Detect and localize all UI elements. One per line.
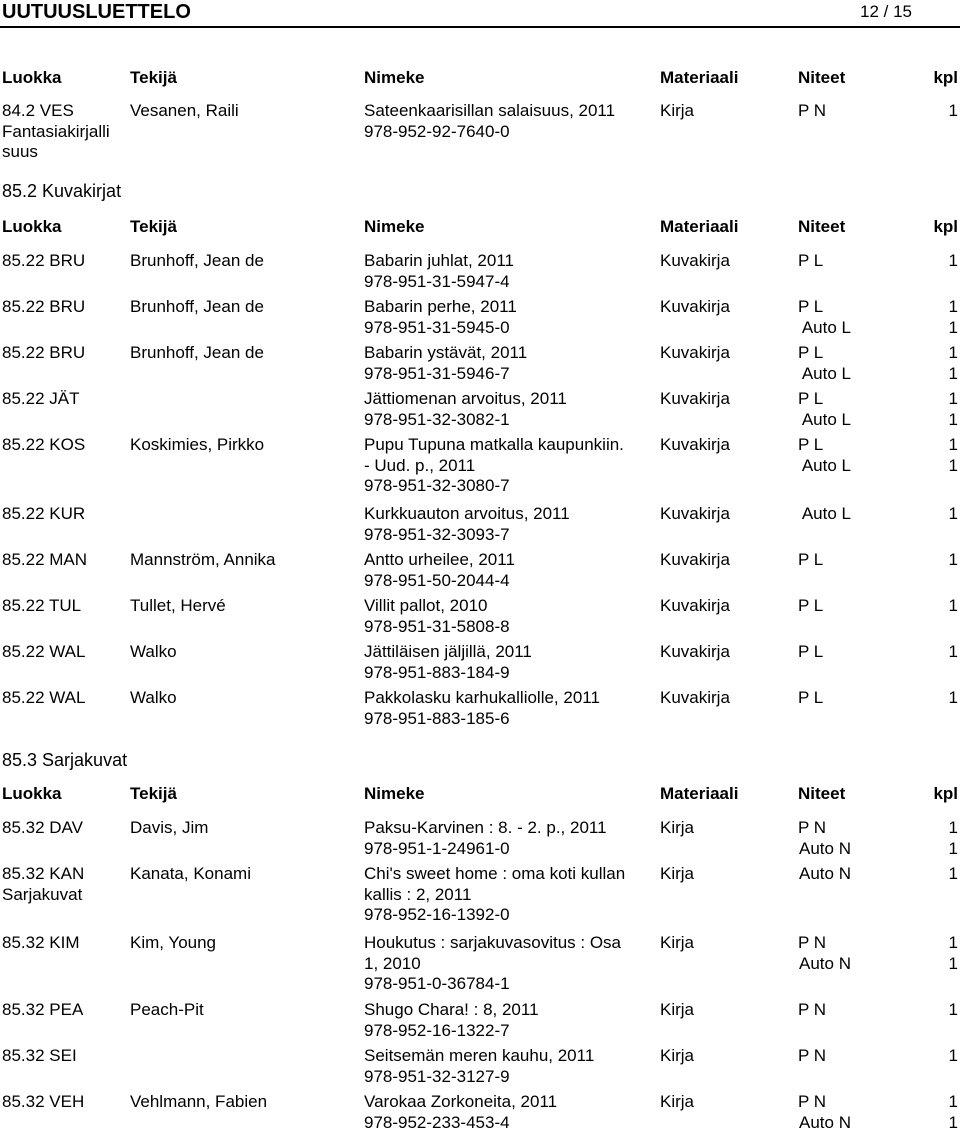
cell-nimeke: 978-951-32-3082-1 xyxy=(364,409,510,429)
cell-nimeke: Babarin perhe, 2011 xyxy=(364,297,517,316)
section-heading: 85.3 Sarjakuvat xyxy=(2,750,128,770)
cell-materiaali: Kirja xyxy=(660,864,695,883)
cell-nimeke: kallis : 2, 2011 xyxy=(364,884,472,904)
cell-luokka: suus xyxy=(2,142,38,161)
cell-tekija: Walko xyxy=(130,688,177,707)
cell-niteet: Auto L xyxy=(801,504,851,523)
cell-kpl: 1 xyxy=(948,251,958,270)
cell-nimeke: Varokaa Zorkoneita, 2011 xyxy=(364,1092,558,1111)
cell-kpl: 1 xyxy=(948,818,958,837)
cell-materiaali: Kuvakirja xyxy=(660,251,730,270)
cell-materiaali: Kuvakirja xyxy=(660,504,730,523)
cell-kpl: 1 xyxy=(948,317,958,337)
cell-kpl: 1 xyxy=(948,435,958,454)
cell-luokka: 85.22 BRU xyxy=(2,251,86,270)
cell-materiaali: Kirja xyxy=(660,818,695,837)
cell-kpl: 1 xyxy=(948,1092,958,1111)
cell-nimeke: Kurkkuauton arvoitus, 2011 xyxy=(364,504,570,523)
cell-kpl: 1 xyxy=(948,343,958,362)
cell-niteet: Auto N xyxy=(799,838,851,858)
cell-niteet: Auto L xyxy=(801,409,851,429)
cell-materiaali: Kuvakirja xyxy=(660,435,730,454)
cell-materiaali: Kuvakirja xyxy=(660,297,730,316)
column-header-luokka: Luokka xyxy=(2,784,62,803)
cell-materiaali: Kuvakirja xyxy=(660,389,730,408)
column-header-tekija: Tekijä xyxy=(130,68,177,87)
cell-niteet: P L xyxy=(798,251,824,270)
column-header-niteet: Niteet xyxy=(798,68,846,87)
cell-kpl: 1 xyxy=(948,409,958,429)
cell-niteet: Auto N xyxy=(799,864,851,883)
cell-nimeke: Babarin juhlat, 2011 xyxy=(364,251,514,270)
cell-materiaali: Kirja xyxy=(660,933,695,952)
column-header-nimeke: Nimeke xyxy=(364,784,425,803)
cell-niteet: P L xyxy=(798,550,824,569)
cell-nimeke: Sateenkaarisillan salaisuus, 2011 xyxy=(364,101,616,120)
cell-kpl: 1 xyxy=(948,550,958,569)
column-header-kpl: kpl xyxy=(933,68,958,87)
cell-luokka: 85.32 VEH xyxy=(2,1092,85,1111)
cell-materiaali: Kirja xyxy=(660,1046,695,1065)
cell-nimeke: 978-951-31-5946-7 xyxy=(364,363,510,383)
cell-kpl: 1 xyxy=(948,389,958,408)
cell-nimeke: 978-951-50-2044-4 xyxy=(364,570,510,590)
cell-luokka: 85.22 KOS xyxy=(2,435,86,454)
cell-luokka: 85.22 TUL xyxy=(2,596,82,615)
cell-niteet: P N xyxy=(798,1092,827,1111)
column-header-tekija: Tekijä xyxy=(130,784,177,803)
cell-niteet: P L xyxy=(798,435,824,454)
cell-tekija: Mannström, Annika xyxy=(130,550,276,569)
cell-kpl: 1 xyxy=(948,1112,958,1132)
cell-nimeke: 978-952-233-453-4 xyxy=(364,1112,510,1132)
page-number: 12 / 15 xyxy=(860,2,912,21)
cell-luokka: 85.22 MAN xyxy=(2,550,88,569)
cell-kpl: 1 xyxy=(948,688,958,707)
cell-kpl: 1 xyxy=(948,363,958,383)
cell-tekija: Brunhoff, Jean de xyxy=(130,343,264,362)
cell-luokka: Sarjakuvat xyxy=(2,884,83,904)
cell-nimeke: Jättiomenan arvoitus, 2011 xyxy=(364,389,567,408)
cell-kpl: 1 xyxy=(948,953,958,973)
cell-nimeke: 978-951-1-24961-0 xyxy=(364,838,510,858)
column-header-kpl: kpl xyxy=(933,784,958,803)
cell-materiaali: Kuvakirja xyxy=(660,550,730,569)
cell-nimeke: Seitsemän meren kauhu, 2011 xyxy=(364,1046,595,1065)
cell-materiaali: Kuvakirja xyxy=(660,642,730,661)
cell-tekija: Tullet, Hervé xyxy=(130,596,226,615)
cell-tekija: Vesanen, Raili xyxy=(130,101,239,120)
cell-niteet: P N xyxy=(798,101,827,120)
cell-nimeke: 978-952-16-1392-0 xyxy=(364,905,510,924)
cell-nimeke: Shugo Chara! : 8, 2011 xyxy=(364,1000,539,1019)
cell-nimeke: 978-951-31-5808-8 xyxy=(364,616,510,636)
cell-kpl: 1 xyxy=(948,1000,958,1019)
cell-nimeke: 978-951-32-3080-7 xyxy=(364,476,510,495)
section-heading: 85.2 Kuvakirjat xyxy=(2,181,122,201)
cell-nimeke: 978-952-92-7640-0 xyxy=(364,121,510,141)
cell-kpl: 1 xyxy=(948,596,958,615)
cell-niteet: P L xyxy=(798,343,824,362)
cell-nimeke: 978-951-32-3093-7 xyxy=(364,524,510,544)
cell-luokka: 85.22 JÄT xyxy=(2,389,80,408)
cell-kpl: 1 xyxy=(948,838,958,858)
cell-tekija: Koskimies, Pirkko xyxy=(130,435,265,454)
cell-materiaali: Kirja xyxy=(660,101,695,120)
cell-nimeke: 978-951-31-5947-4 xyxy=(364,271,510,291)
cell-luokka: 85.22 BRU xyxy=(2,297,86,316)
cell-kpl: 1 xyxy=(948,864,958,883)
cell-nimeke: 978-952-16-1322-7 xyxy=(364,1020,510,1040)
cell-nimeke: 978-951-883-184-9 xyxy=(364,662,510,682)
cell-luokka: 84.2 VES xyxy=(2,101,74,120)
cell-tekija: Walko xyxy=(130,642,177,661)
cell-niteet: P L xyxy=(798,688,824,707)
cell-luokka: 85.32 PEA xyxy=(2,1000,84,1019)
cell-luokka: Fantasiakirjalli xyxy=(2,121,110,141)
cell-niteet: P L xyxy=(798,297,824,316)
cell-niteet: P N xyxy=(798,818,827,837)
cell-kpl: 1 xyxy=(948,933,958,952)
column-header-materiaali: Materiaali xyxy=(660,784,739,803)
cell-nimeke: Paksu-Karvinen : 8. - 2. p., 2011 xyxy=(364,818,607,837)
cell-kpl: 1 xyxy=(948,455,958,475)
cell-luokka: 85.22 BRU xyxy=(2,343,86,362)
column-header-luokka: Luokka xyxy=(2,68,62,87)
cell-tekija: Davis, Jim xyxy=(130,818,209,837)
column-header-kpl: kpl xyxy=(933,217,958,236)
column-header-niteet: Niteet xyxy=(798,217,846,236)
cell-kpl: 1 xyxy=(948,1046,958,1065)
cell-niteet: Auto L xyxy=(801,455,851,475)
page-title: UUTUUSLUETTELO xyxy=(2,1,191,23)
header-rule xyxy=(0,26,960,28)
cell-nimeke: 1, 2010 xyxy=(364,953,421,973)
cell-nimeke: 978-951-32-3127-9 xyxy=(364,1066,510,1086)
cell-niteet: P N xyxy=(798,1000,827,1019)
cell-niteet: P N xyxy=(798,933,827,952)
cell-nimeke: Babarin ystävät, 2011 xyxy=(364,343,528,362)
cell-luokka: 85.22 KUR xyxy=(2,504,86,523)
cell-luokka: 85.32 DAV xyxy=(2,818,83,837)
cell-nimeke: Antto urheilee, 2011 xyxy=(364,550,515,569)
column-header-nimeke: Nimeke xyxy=(364,217,425,236)
cell-kpl: 1 xyxy=(948,101,958,120)
cell-tekija: Brunhoff, Jean de xyxy=(130,297,264,316)
column-header-materiaali: Materiaali xyxy=(660,68,739,87)
cell-nimeke: 978-951-883-185-6 xyxy=(364,708,510,728)
column-header-materiaali: Materiaali xyxy=(660,217,739,236)
cell-tekija: Vehlmann, Fabien xyxy=(130,1092,268,1111)
column-header-tekija: Tekijä xyxy=(130,217,177,236)
column-header-luokka: Luokka xyxy=(2,217,62,236)
cell-materiaali: Kirja xyxy=(660,1000,695,1019)
cell-nimeke: Jättiläisen jäljillä, 2011 xyxy=(364,642,532,661)
cell-niteet: P L xyxy=(798,389,824,408)
cell-luokka: 85.22 WAL xyxy=(2,688,86,707)
cell-materiaali: Kirja xyxy=(660,1092,695,1111)
cell-nimeke: Pakkolasku karhukalliolle, 2011 xyxy=(364,688,600,707)
cell-nimeke: - Uud. p., 2011 xyxy=(364,455,476,475)
cell-tekija: Peach-Pit xyxy=(130,1000,204,1019)
cell-niteet: Auto L xyxy=(801,317,851,337)
cell-tekija: Kim, Young xyxy=(130,933,217,952)
cell-luokka: 85.32 KAN xyxy=(2,864,85,883)
cell-nimeke: Chi's sweet home : oma koti kullan xyxy=(364,864,626,883)
cell-niteet: P L xyxy=(798,596,824,615)
column-header-niteet: Niteet xyxy=(798,784,846,803)
cell-nimeke: 978-951-0-36784-1 xyxy=(364,974,510,993)
cell-niteet: Auto N xyxy=(799,1112,851,1132)
cell-kpl: 1 xyxy=(948,297,958,316)
cell-materiaali: Kuvakirja xyxy=(660,596,730,615)
cell-niteet: P L xyxy=(798,642,824,661)
cell-luokka: 85.32 SEI xyxy=(2,1046,77,1065)
cell-tekija: Brunhoff, Jean de xyxy=(130,251,264,270)
cell-nimeke: Villit pallot, 2010 xyxy=(364,596,488,615)
cell-materiaali: Kuvakirja xyxy=(660,343,730,362)
cell-luokka: 85.22 WAL xyxy=(2,642,86,661)
cell-kpl: 1 xyxy=(948,642,958,661)
column-header-nimeke: Nimeke xyxy=(364,68,425,87)
cell-nimeke: Pupu Tupuna matkalla kaupunkiin. xyxy=(364,435,624,454)
cell-niteet: P N xyxy=(798,1046,827,1065)
cell-nimeke: Houkutus : sarjakuvasovitus : Osa xyxy=(364,933,622,952)
cell-tekija: Kanata, Konami xyxy=(130,864,251,883)
cell-nimeke: 978-951-31-5945-0 xyxy=(364,317,510,337)
cell-kpl: 1 xyxy=(948,504,958,523)
cell-luokka: 85.32 KIM xyxy=(2,933,80,952)
cell-materiaali: Kuvakirja xyxy=(660,688,730,707)
cell-niteet: Auto N xyxy=(799,953,851,973)
cell-niteet: Auto L xyxy=(801,363,851,383)
